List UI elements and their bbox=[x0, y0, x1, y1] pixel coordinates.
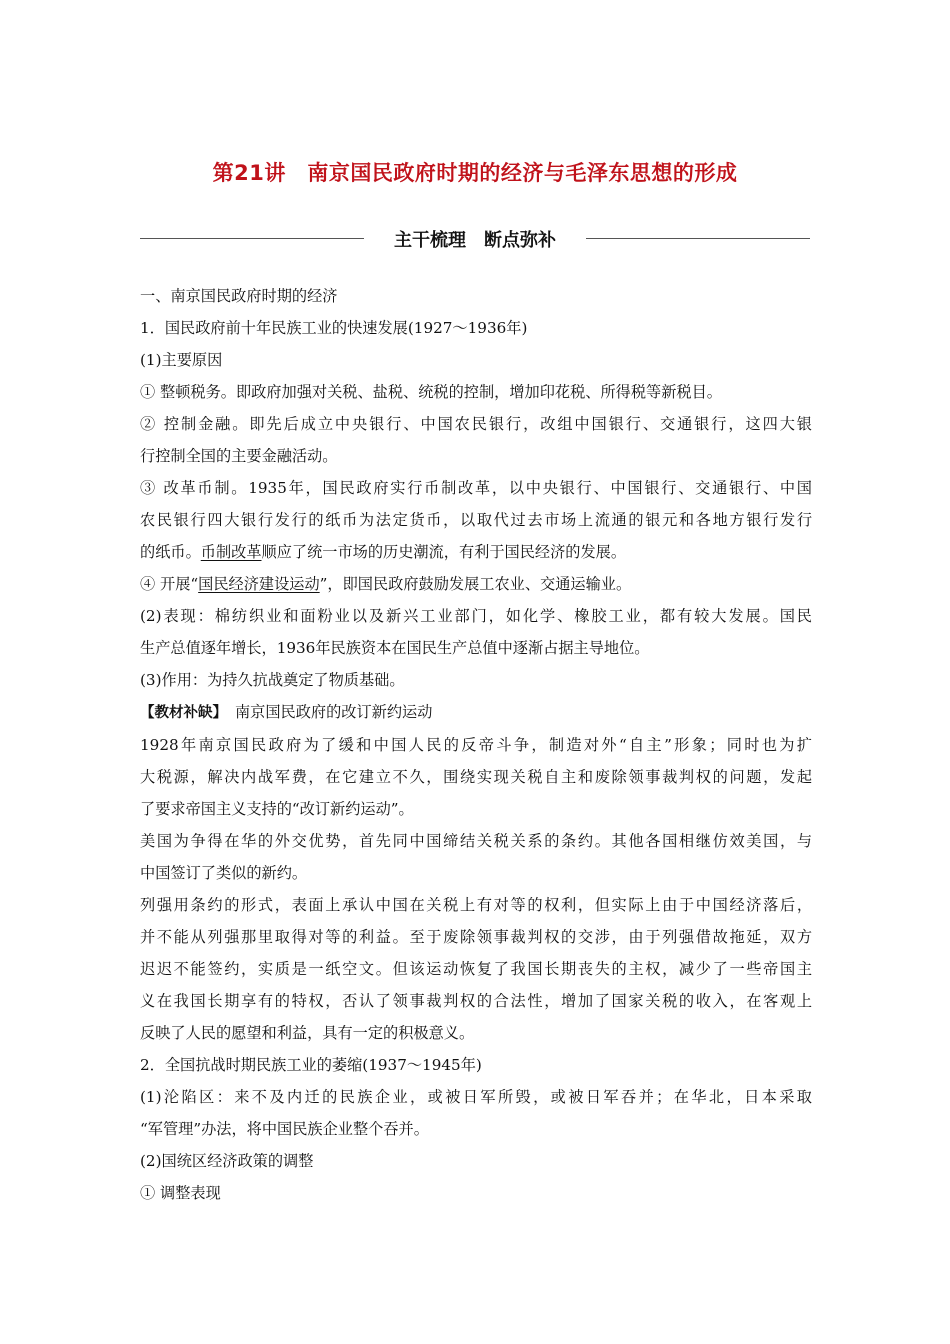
reason-tax: ① 整顿税务。即政府加强对关税、盐税、统税的控制，增加印花税、所得税等新税目。 bbox=[140, 383, 722, 401]
sub-item-main-reasons: (1)主要原因 bbox=[140, 351, 223, 369]
supplement-title: 南京国民政府的改订新约运动 bbox=[219, 703, 433, 721]
supplement-para3-line4: 义在我国长期享有的特权，否认了领事裁判权的合法性，增加了国家关税的收入，在客观上 bbox=[140, 992, 812, 1010]
reason-currency-line2: 农民银行四大银行发行的纸币为法定货币，以取代过去市场上流通的银元和各地方银行发行 bbox=[140, 511, 812, 529]
supplement-para2-line1: 美国为争得在华的外交优势，首先同中国缔结关税关系的条约。其他各国相继仿效美国，与 bbox=[140, 832, 812, 850]
text-span: 顺应了统一市场的历史潮流，有利于国民经济的发展。 bbox=[261, 543, 626, 561]
performance-line2: 生产总值逐年增长，1936年民族资本在国民生产总值中逐渐占据主导地位。 bbox=[140, 639, 650, 657]
heading-1: 一、南京国民政府时期的经济 bbox=[140, 287, 338, 305]
kmt-area-policy: (2)国统区经济政策的调整 bbox=[140, 1152, 314, 1170]
reason-construction bbox=[140, 568, 812, 600]
supplement-para1-line3: 了要求帝国主义支持的“改订新约运动”。 bbox=[140, 800, 414, 818]
supplement-para1-line2: 大税源，解决内战军费，在它建立不久，围绕实现关税自主和废除领事裁判权的问题，发起 bbox=[140, 768, 812, 786]
section-divider-left bbox=[140, 238, 364, 239]
adjustment-performance: ① 调整表现 bbox=[140, 1184, 221, 1202]
supplement-para3-line5: 反映了人民的愿望和利益，具有一定的积极意义。 bbox=[140, 1024, 475, 1042]
supplement-heading bbox=[140, 696, 812, 729]
supplement-para2-line2: 中国签订了类似的新约。 bbox=[140, 864, 308, 882]
performance-line1: (2)表现：棉纺织业和面粉业以及新兴工业部门，如化学、橡胶工业，都有较大发展。国民 bbox=[140, 607, 812, 625]
document-body bbox=[140, 280, 812, 1209]
supplement-para1-line1: 1928年南京国民政府为了缓和中国人民的反帝斗争，制造对外“自主”形象；同时也为扩 bbox=[140, 736, 812, 754]
section-header-label: 主干梳理 断点弥补 bbox=[394, 230, 556, 251]
supplement-tag: 【教材补缺】 bbox=[140, 705, 220, 721]
supplement-para3-line1: 列强用条约的形式，表面上承认中国在关税上有对等的权利，但实际上由于中国经济落后， bbox=[140, 896, 812, 914]
reason-currency-line3 bbox=[140, 536, 812, 568]
occupied-area-line1: (1)沦陷区：来不及内迁的民族企业，或被日军所毁，或被日军吞并；在华北，日本采取 bbox=[140, 1088, 812, 1106]
text-span: 的纸币。 bbox=[140, 543, 201, 561]
subheading-1: 1．国民政府前十年民族工业的快速发展(1927～1936年) bbox=[140, 319, 528, 337]
section-header bbox=[140, 226, 810, 252]
supplement-para3-line2: 并不能从列强那里取得对等的利益。至于废除领事裁判权的交涉，由于列强借故拖延，双方 bbox=[140, 928, 812, 946]
text-span: ”，即国民政府鼓励发展工农业、交通运输业。 bbox=[319, 575, 632, 593]
reason-currency-line1: ③ 改革币制。1935年，国民政府实行币制改革，以中央银行、中国银行、交通银行、中国 bbox=[140, 479, 812, 497]
section-divider-right bbox=[586, 238, 810, 239]
reason-finance-line1: ② 控制金融。即先后成立中央银行、中国农民银行，改组中国银行、交通银行，这四大银 bbox=[140, 415, 812, 433]
subheading-2: 2．全国抗战时期民族工业的萎缩(1937～1945年) bbox=[140, 1056, 482, 1074]
reason-finance-line2: 行控制全国的主要金融活动。 bbox=[140, 447, 338, 465]
underlined-term: 国民经济建设运动 bbox=[198, 575, 320, 593]
occupied-area-line2: “军管理”办法，将中国民族企业整个吞并。 bbox=[140, 1120, 429, 1138]
text-span: ④ 开展“ bbox=[140, 575, 199, 593]
effect: (3)作用：为持久抗战奠定了物质基础。 bbox=[140, 671, 405, 689]
supplement-para3-line3: 迟迟不能签约，实质是一纸空文。但该运动恢复了我国长期丧失的主权，减少了一些帝国主 bbox=[140, 960, 812, 978]
page-title: 第21讲 南京国民政府时期的经济与毛泽东思想的形成 bbox=[212, 161, 738, 185]
underlined-term: 币制改革 bbox=[200, 543, 262, 561]
